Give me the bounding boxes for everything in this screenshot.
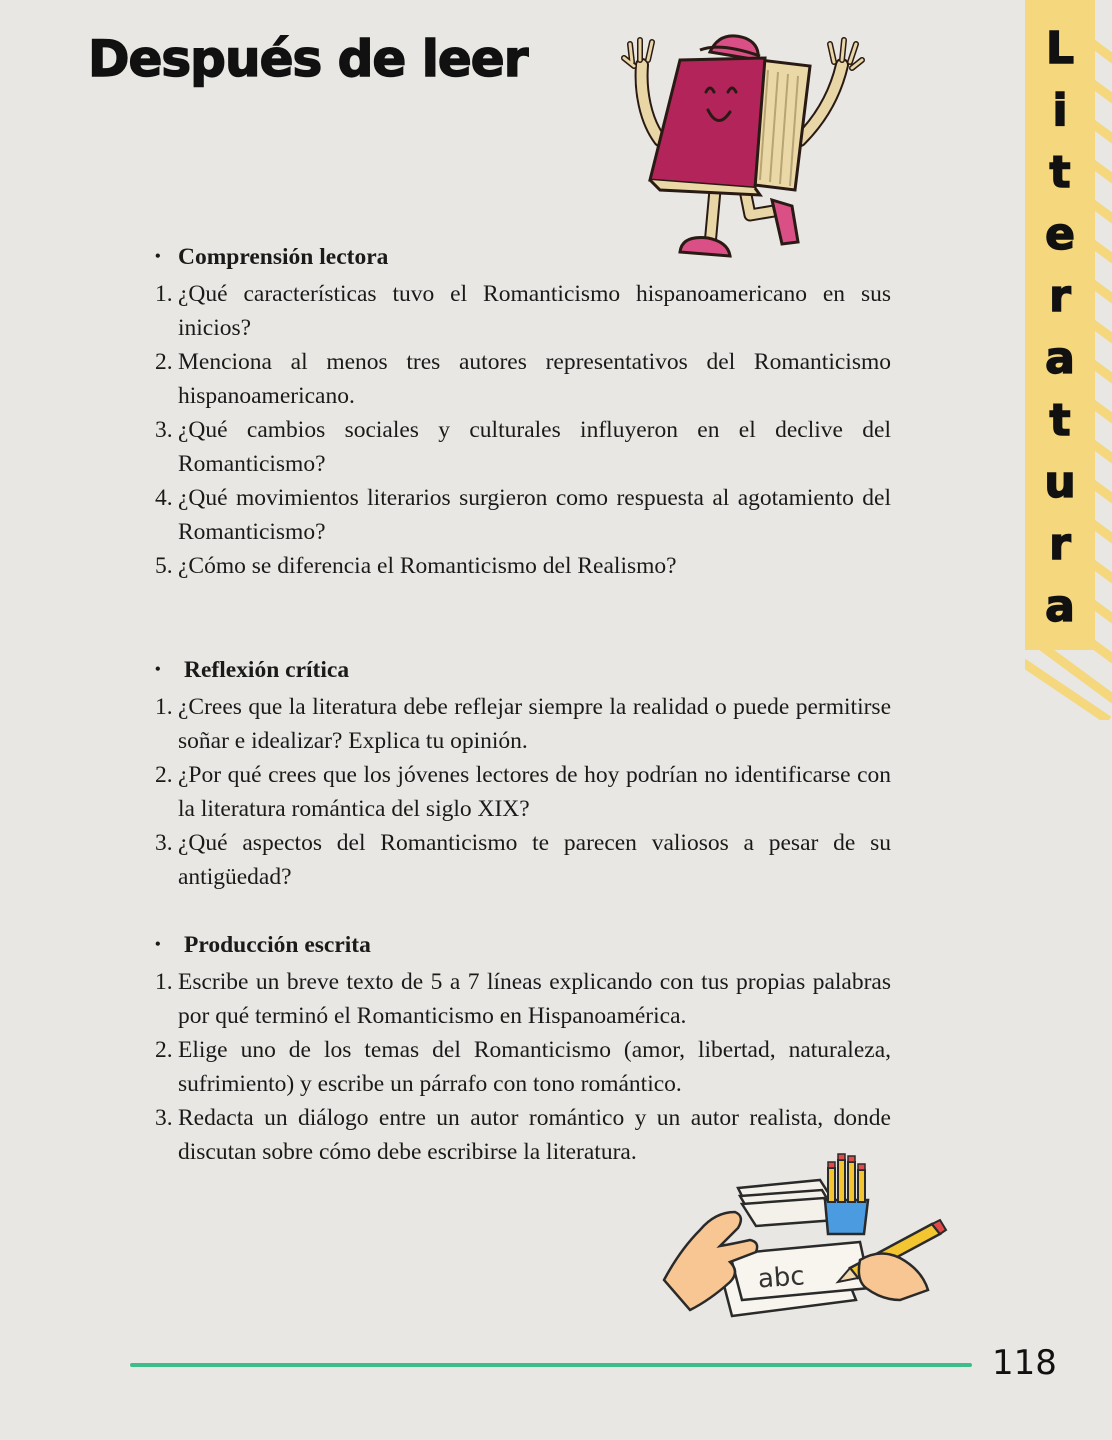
paper-text: abc (756, 1261, 806, 1295)
question-list (155, 690, 891, 894)
section-heading (155, 928, 891, 965)
question-list (155, 277, 891, 583)
item-text: ¿Crees que la literatura debe reflejar siempre la realidad o puede permitirse soñar e idealizar? Explica tu opinión. (178, 694, 891, 754)
questions-content (155, 240, 891, 1169)
item-text: ¿Qué aspectos del Romanticismo te parecen valiosos a pesar de su antigüedad? (178, 830, 891, 890)
list-item (155, 413, 891, 481)
section-heading-label: Reflexión crítica (184, 657, 350, 683)
bullet-icon: • (155, 248, 161, 265)
side-label (1025, 18, 1095, 638)
item-text: ¿Qué cambios sociales y culturales influyeron en el declive del Romanticismo? (178, 417, 891, 477)
item-text: Menciona al menos tres autores representativos del Romanticismo hispanoamericano. (178, 349, 891, 409)
side-letter: e (1045, 209, 1075, 260)
item-number: 3. (155, 830, 173, 856)
item-number: 1. (155, 281, 173, 307)
side-letter: t (1049, 395, 1071, 446)
list-item (155, 549, 891, 583)
list-item (155, 758, 891, 826)
item-number: 1. (155, 694, 173, 720)
item-number: 2. (155, 349, 173, 375)
list-item (155, 1033, 891, 1101)
question-list (155, 965, 891, 1169)
side-letter: u (1044, 457, 1076, 508)
item-number: 2. (155, 762, 173, 788)
page-title: Después de leer (88, 30, 528, 88)
side-letter: i (1052, 85, 1068, 136)
list-item (155, 826, 891, 894)
item-number: 4. (155, 485, 173, 511)
section-reflexion-critica (155, 653, 891, 894)
side-letter: r (1049, 271, 1071, 322)
item-text: Elige uno de los temas del Romanticismo (amor, libertad, naturaleza, sufrimiento) y escribe un párrafo con tono romántico. (178, 1037, 891, 1097)
item-text: ¿Qué movimientos literarios surgieron como respuesta al agotamiento del Romanticismo? (178, 485, 891, 545)
side-letter: a (1045, 333, 1075, 384)
side-letter: a (1045, 581, 1075, 632)
side-letter: t (1049, 147, 1071, 198)
list-item (155, 277, 891, 345)
item-number: 3. (155, 1105, 173, 1131)
item-text: Escribe un breve texto de 5 a 7 líneas explicando con tus propias palabras por qué terminó el Romanticismo en Hispanoamérica. (178, 969, 891, 1029)
bullet-icon: • (155, 661, 161, 678)
side-letter: r (1049, 519, 1071, 570)
section-heading-label: Producción escrita (184, 932, 371, 958)
item-text: ¿Por qué crees que los jóvenes lectores de hoy podrían no identificarse con la literatura romántica del siglo XIX? (178, 762, 891, 822)
section-produccion-escrita (155, 928, 891, 1169)
section-heading-label: Comprensión lectora (178, 244, 389, 270)
section-heading (155, 240, 891, 277)
hands-writing-icon (660, 1150, 950, 1330)
section-heading (155, 653, 891, 690)
item-text: ¿Qué características tuvo el Romanticismo hispanoamericano en sus inicios? (178, 281, 891, 341)
footer-divider (130, 1363, 972, 1367)
item-text: Redacta un diálogo entre un autor romántico y un autor realista, donde discutan sobre cómo debe escribirse la literatura. (178, 1105, 891, 1165)
list-item (155, 481, 891, 549)
list-item (155, 345, 891, 413)
list-item (155, 965, 891, 1033)
item-number: 1. (155, 969, 173, 995)
side-letter: L (1045, 23, 1075, 74)
happy-book-character-icon (620, 30, 870, 270)
item-number: 3. (155, 417, 173, 443)
item-number: 5. (155, 553, 173, 579)
section-comprension-lectora (155, 240, 891, 583)
list-item (155, 690, 891, 758)
item-number: 2. (155, 1037, 173, 1063)
page-number: 118 (992, 1343, 1057, 1383)
item-text: ¿Cómo se diferencia el Romanticismo del Realismo? (178, 553, 677, 579)
bullet-icon: • (155, 936, 161, 953)
